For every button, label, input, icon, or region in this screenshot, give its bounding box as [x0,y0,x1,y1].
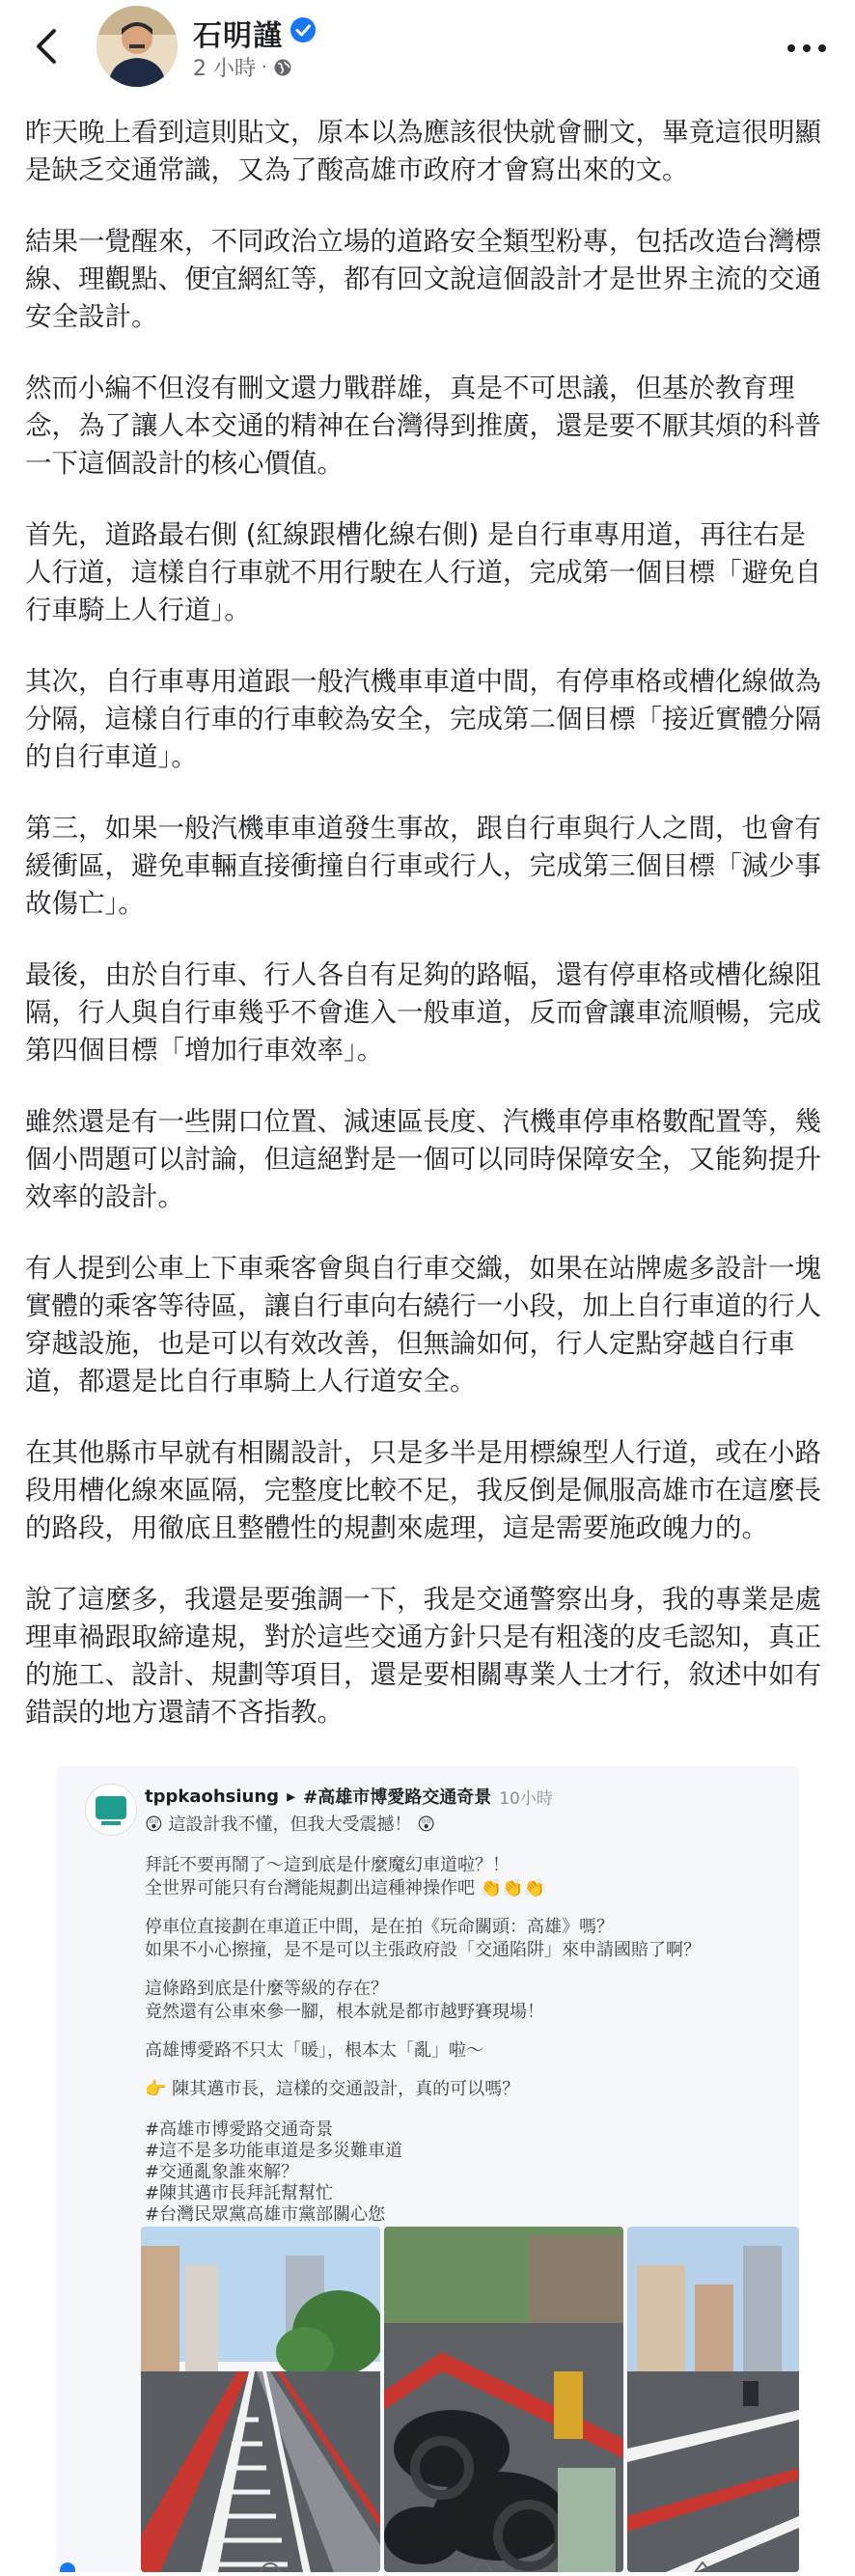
shared-post-line: 這條路到底是什麼等級的存在？ [145,1979,388,1999]
street-photo-2[interactable] [384,2227,623,2572]
post-paragraph: 其次，自行車專用道跟一般汽機車車道中間，有停車格或槽化線做為分隔，這樣自行車的行車較為安全，完成第二個目標「接近實體分隔的自行車道」。 [25,666,821,772]
street-photo-3[interactable] [627,2227,799,2572]
post-paragraph: 說了這麼多，我還是要強調一下，我是交通警察出身，我的專業是處理車禍跟取締違規，對於這些交通方針只是有粗淺的皮毛認知，真正的施工、設計、規劃等項目，還是要相關專業人士才行，敘述中如有錯誤的地方還請不吝指教。 [25,1584,821,1728]
shocked-emoji-icon: 😲 [145,1814,169,1835]
shared-post-line: 拜託不要再鬧了～這到底是什麼魔幻車道啦？！ [145,1855,510,1875]
shared-post-line: 👉 陳其邁市長，這樣的交通設計，真的可以嗎？ [145,2079,520,2099]
shared-post-time: 10小時 [499,1788,553,1809]
post-header [0,0,855,97]
verified-badge-icon [290,16,317,43]
shocked-emoji-icon: 😲 [411,1814,435,1835]
bottom-nav-edge [0,2553,855,2572]
hashtag: #這不是多功能車道是多災難車道 [145,2141,403,2161]
shared-post-line: 竟然還有公車來參一腳，根本就是都市越野賽現場！ [145,2002,544,2022]
post-paragraph: 在其他縣市早就有相關設計，只是多半是用標線型人行道，或在小路段用槽化線來區隔，完整度比較不足，我反倒是佩服高雄市在這麼長的路段，用徹底且整體性的規劃來處理，這是需要施政魄力的。 [25,1437,821,1543]
globe-icon [273,58,292,77]
shared-post-line: 停車位直接劃在車道正中間，是在拍《玩命關頭：高雄》嗎？ [145,1917,614,1937]
shared-post-line: 如果不小心擦撞，是不是可以主張政府設「交通陷阱」來申請國賠了啊？ [145,1940,701,1960]
post-paragraph: 有人提到公車上下車乘客會與自行車交織，如果在站牌處多設計一塊實體的乘客等待區，讓自行車向右繞行一小段，加上自行車道的行人穿越設施，也是可以有效改善，但無論如何，行人定點穿越自行車道，都還是比自行車騎上人行道安全。 [25,1253,821,1397]
post-paragraph: 雖然還是有一些開口位置、減速區長度、汽機車停車格數配置等，幾個小問題可以討論，但這絕對是一個可以同時保障安全，又能夠提升效率的設計。 [25,1106,821,1212]
shared-post-line: 😲 這設計我不懂，但我大受震撼！ 😲 [145,1814,435,1835]
street-photo-1[interactable] [141,2227,380,2572]
post-time[interactable]: 2 小時 [193,57,256,81]
chevron-left-icon[interactable] [27,25,69,68]
post-paragraph: 最後，由於自行車、行人各自有足夠的路幅，還有停車格或槽化線阻隔，行人與自行車幾乎不會進入一般車道，反而會讓車流順暢，完成第四個目標「增加行車效率」。 [25,959,821,1066]
hashtag: #陳其邁市長拜託幫幫忙 [145,2183,334,2203]
shared-post-screenshot[interactable] [56,1766,799,2572]
post-paragraph: 首先，道路最右側 (紅線跟槽化線右側) 是自行車專用道，再往右是人行道，這樣自行車就不用行駛在人行道，完成第一個目標「避免自行車騎上人行道」。 [25,519,821,625]
avatar[interactable] [97,6,178,87]
hashtag: #交通亂象誰來解？ [145,2162,299,2182]
post-paragraph: 第三，如果一般汽機車車道發生事故，跟自行車與行人之間，也會有緩衝區，避免車輛直接衝撞自行車或行人，完成第三個目標「減少事故傷亡」。 [25,813,821,919]
post-paragraph: 結果一覺醒來，不同政治立場的道路安全類型粉專，包括改造台灣標線、理觀點、便宜網紅等，都有回文說這個設計才是世界主流的交通安全設計。 [25,226,821,332]
more-horizontal-icon[interactable] [786,39,828,58]
hashtag: #台灣民眾黨高雄市黨部關心您 [145,2204,386,2225]
shared-post-arrow: ▸ [287,1786,296,1807]
hashtag: #高雄市博愛路交通奇景 [145,2119,334,2140]
shared-post-group: #高雄市博愛路交通奇景 [303,1787,492,1808]
post-paragraph: 然而小編不但沒有刪文還力戰群雄，真是不可思議，但基於教育理念，為了讓人本交通的精神在台灣得到推廣，還是要不厭其煩的科普一下這個設計的核心價值。 [25,373,821,479]
shared-post-user: tppkaohsiung [145,1786,280,1807]
pointing-hand-icon: 👉 [145,2079,173,2099]
post-paragraph: 昨天晚上看到這則貼文，原本以為應該很快就會刪文，畢竟這很明顯是缺乏交通常識，又為了酸高雄市政府才會寫出來的文。 [25,117,821,185]
post-meta [193,52,292,82]
author-name[interactable]: 石明謹 [193,19,283,53]
meta-separator: · [262,57,267,77]
shared-post-header [145,1784,553,1809]
shared-post-line: 全世界可能只有台灣能規劃出這種神操作吧 👏👏👏 [145,1878,545,1898]
shared-post-avatar [85,1784,137,1836]
shared-post-line: 高雄博愛路不只太「暖」，根本太「亂」啦～ [145,2040,483,2061]
post-body [25,114,832,1765]
